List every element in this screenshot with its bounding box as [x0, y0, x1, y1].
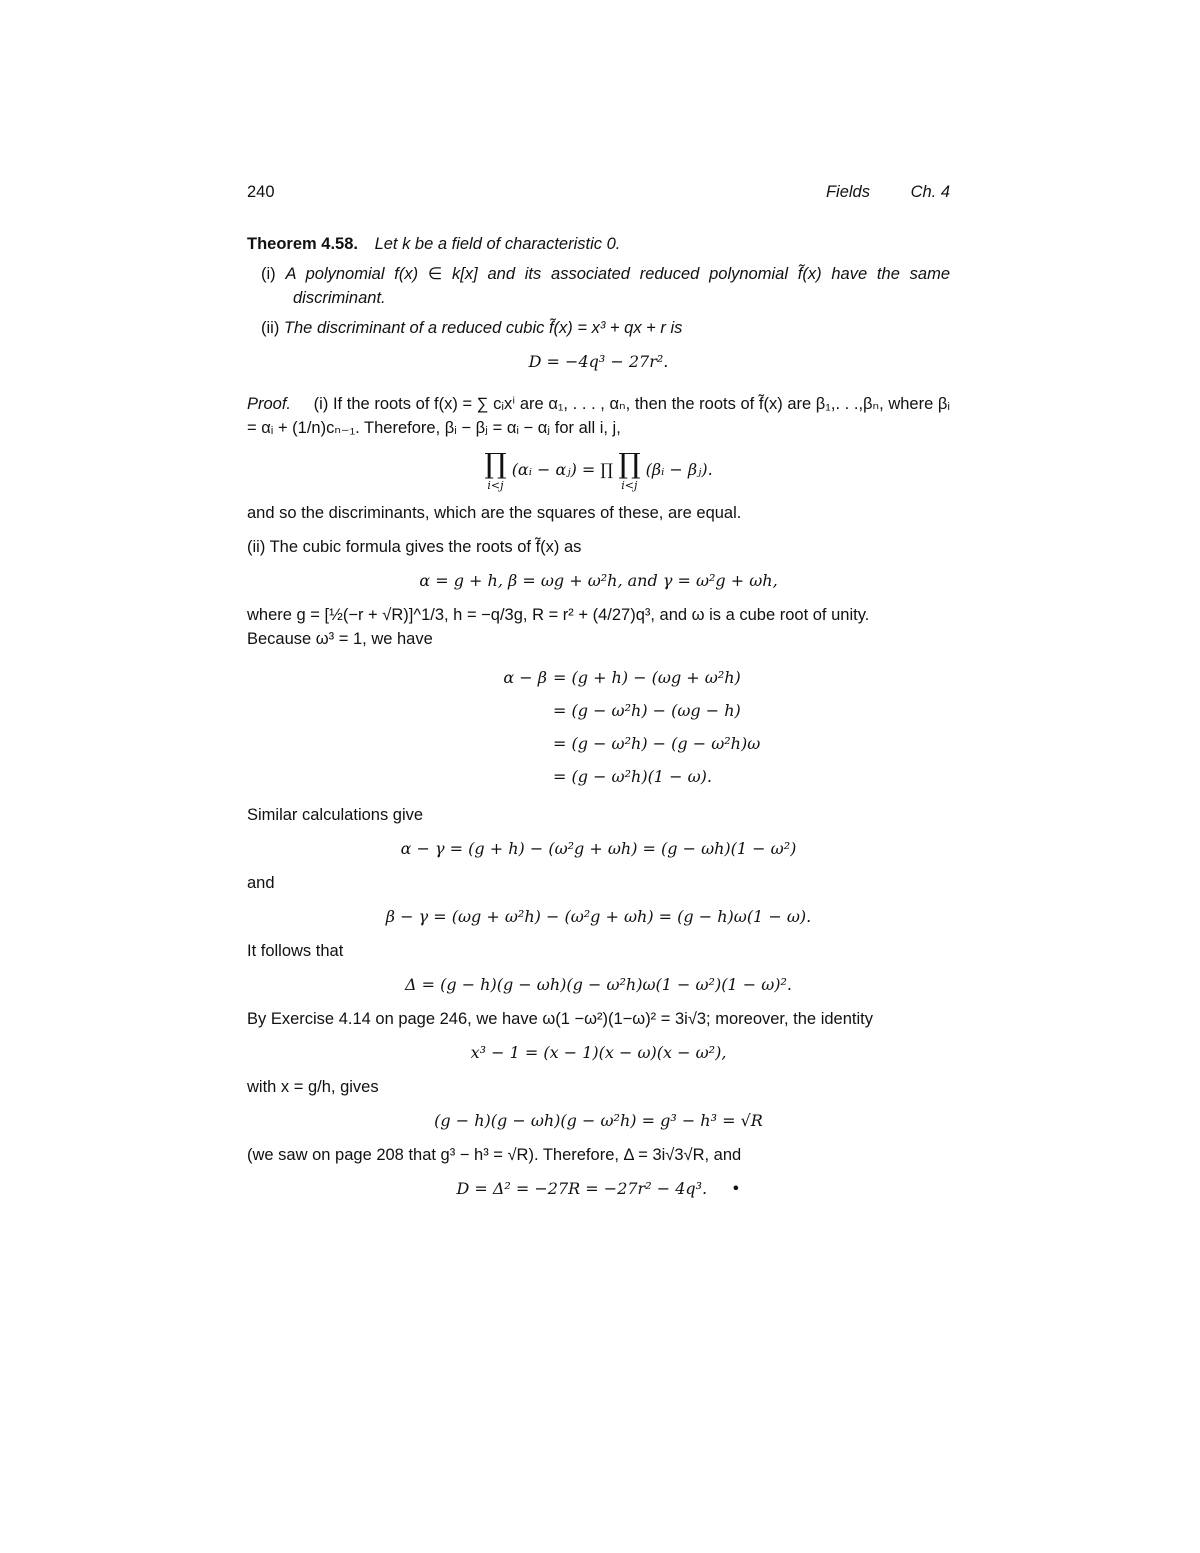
theorem-statement: Let k be a field of characteristic 0.	[374, 235, 621, 253]
aligned-row	[457, 694, 950, 727]
qed-bullet: •	[731, 1179, 741, 1198]
aligned-rhs: = (g − ω²h)(1 − ω).	[553, 766, 712, 786]
theorem	[247, 232, 950, 374]
product-symbol: ∏ i<j	[618, 447, 641, 492]
proof-paragraph-10: (we saw on page 208 that g³ − h³ = √R). Therefore, Δ = 3i√3√R, and	[247, 1146, 742, 1164]
proof-paragraph-7: It follows that	[247, 942, 344, 960]
proof-paragraph-4	[247, 603, 950, 651]
aligned-row	[457, 661, 950, 694]
final-equation	[247, 1177, 950, 1201]
identity-equation: x³ − 1 = (x − 1)(x − ω)(x − ω²),	[470, 1043, 727, 1062]
product-equation	[247, 447, 950, 492]
final-formula: D = Δ² = −27R = −27r² − 4q³.	[456, 1179, 708, 1198]
item-text: A polynomial f(x) ∈ k[x] and its associated reduced polynomial f̃(x) have the same discriminant.	[285, 265, 950, 307]
chapter-title: Fields	[825, 183, 870, 201]
definitions-line: where g = [½(−r + √R)]^1/3, h = −q/3g, R = r² + (4/27)q³, and ω is a cube root of unity.	[247, 606, 870, 624]
product-roots-equation: (g − h)(g − ωh)(g − ω²h) = g³ − h³ = √R	[434, 1111, 763, 1130]
theorem-item-1	[261, 262, 950, 310]
aligned-rhs: = (g − ω²h) − (g − ω²h)ω	[553, 733, 761, 753]
item-text: The discriminant of a reduced cubic f̃(x) = x³ + qx + r is	[283, 319, 683, 337]
alpha-gamma-equation: α − γ = (g + h) − (ω²g + ωh) = (g − ωh)(1 − ω²)	[400, 839, 797, 858]
proof-paragraph-3: (ii) The cubic formula gives the roots of f̃(x) as	[247, 538, 582, 556]
aligned-derivation	[457, 661, 950, 793]
chapter-number: Ch. 4	[910, 183, 950, 201]
item-number: (i)	[261, 265, 276, 283]
page-number: 240	[247, 183, 275, 201]
running-header	[247, 180, 950, 204]
proof-paragraph-1	[247, 392, 950, 440]
chapter-info	[826, 180, 950, 204]
aligned-rhs: = (g + h) − (ωg + ω²h)	[553, 667, 741, 687]
book-page	[247, 180, 950, 1211]
roots-equation: α = g + h, β = ωg + ω²h, and γ = ω²g + ωh,	[419, 571, 778, 590]
because-line: Because ω³ = 1, we have	[247, 630, 433, 648]
aligned-row	[457, 727, 950, 760]
discriminant-formula: D = −4q³ − 27r².	[528, 352, 669, 371]
aligned-row	[457, 760, 950, 793]
proof-paragraph-2: and so the discriminants, which are the squares of these, are equal.	[247, 504, 742, 522]
theorem-label: Theorem 4.58.	[247, 235, 358, 253]
proof-paragraph-9: with x = g/h, gives	[247, 1078, 379, 1096]
product-symbol: ∏ i<j	[484, 447, 507, 492]
item-number: (ii)	[261, 319, 280, 337]
delta-equation: Δ = (g − h)(g − ωh)(g − ω²h)ω(1 − ω²)(1 − ω)².	[404, 975, 792, 994]
proof-paragraph-5: Similar calculations give	[247, 806, 424, 824]
product-middle: (αᵢ − αⱼ) = ∏	[511, 460, 614, 479]
proof-label: Proof.	[247, 395, 292, 413]
aligned-lhs: α − β	[503, 667, 547, 687]
product-rhs: (βᵢ − βⱼ).	[645, 460, 713, 479]
proof-text: (i) If the roots of f(x) = ∑ cᵢxⁱ are α₁, . . . , αₙ, then the roots of f̃(x) are β₁,. . .,βₙ, where βᵢ = αᵢ + (1/n)cₙ₋₁. Therefore, βᵢ − βⱼ = αᵢ − αⱼ for all i, j,	[247, 395, 950, 437]
aligned-rhs: = (g − ω²h) − (ωg − h)	[553, 700, 741, 720]
beta-gamma-equation: β − γ = (ωg + ω²h) − (ω²g + ωh) = (g − h)ω(1 − ω).	[385, 907, 812, 926]
theorem-item-2	[261, 316, 950, 340]
proof-paragraph-6: and	[247, 874, 275, 892]
proof-paragraph-8: By Exercise 4.14 on page 246, we have ω(1 −ω²)(1−ω)² = 3i√3; moreover, the identity	[247, 1010, 873, 1028]
